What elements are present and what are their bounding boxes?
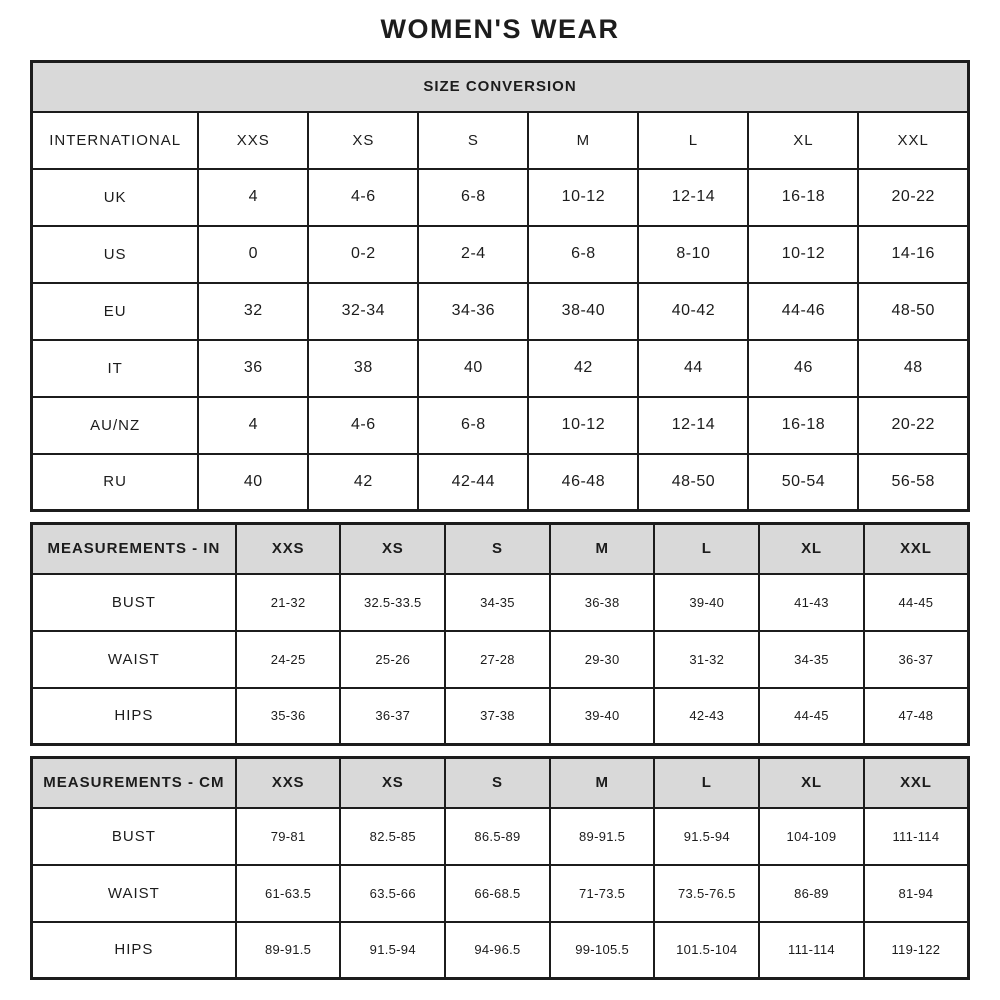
size-column-header: S	[445, 524, 550, 574]
value-cell: 41-43	[759, 574, 864, 631]
value-cell: 40	[418, 340, 528, 397]
value-cell: 4-6	[308, 169, 418, 226]
value-cell: 21-32	[236, 574, 341, 631]
value-cell: 8-10	[638, 226, 748, 283]
table-row	[32, 283, 969, 340]
value-cell: 27-28	[445, 631, 550, 688]
size-column-header: XXL	[864, 524, 969, 574]
row-label: WAIST	[32, 631, 236, 688]
size-column-header: XXL	[864, 758, 969, 808]
value-cell: 42	[308, 454, 418, 511]
value-cell: 50-54	[748, 454, 858, 511]
value-cell: 29-30	[550, 631, 655, 688]
value-cell: 6-8	[418, 169, 528, 226]
value-cell: 40-42	[638, 283, 748, 340]
page-title: WOMEN'S WEAR	[380, 14, 620, 44]
value-cell: 104-109	[759, 808, 864, 865]
value-cell: 36-38	[550, 574, 655, 631]
value-cell: 44-45	[759, 688, 864, 745]
table-row	[32, 340, 969, 397]
value-cell: 10-12	[528, 169, 638, 226]
size-column-header: S	[445, 758, 550, 808]
value-cell: 42-43	[654, 688, 759, 745]
value-cell: 16-18	[748, 169, 858, 226]
table-row	[32, 808, 969, 865]
value-cell: 39-40	[550, 688, 655, 745]
value-cell: 0-2	[308, 226, 418, 283]
size-column-header: XL	[748, 112, 858, 169]
value-cell: 47-48	[864, 688, 969, 745]
value-cell: 91.5-94	[340, 922, 445, 979]
value-cell: 44-45	[864, 574, 969, 631]
table-row	[32, 688, 969, 745]
value-cell: 89-91.5	[236, 922, 341, 979]
value-cell: 101.5-104	[654, 922, 759, 979]
size-column-header: XXL	[858, 112, 968, 169]
value-cell: 81-94	[864, 865, 969, 922]
size-conversion-title: SIZE CONVERSION	[32, 62, 969, 112]
value-cell: 24-25	[236, 631, 341, 688]
value-cell: 38-40	[528, 283, 638, 340]
value-cell: 71-73.5	[550, 865, 655, 922]
value-cell: 10-12	[748, 226, 858, 283]
size-column-header: XS	[340, 758, 445, 808]
international-header-label: INTERNATIONAL	[32, 112, 199, 169]
value-cell: 4-6	[308, 397, 418, 454]
measurements-cm-table	[30, 756, 970, 980]
size-column-header: XL	[759, 758, 864, 808]
value-cell: 36-37	[864, 631, 969, 688]
size-column-header: XXS	[236, 758, 341, 808]
size-column-header: M	[550, 524, 655, 574]
value-cell: 36-37	[340, 688, 445, 745]
value-cell: 40	[198, 454, 308, 511]
row-label: US	[32, 226, 199, 283]
value-cell: 99-105.5	[550, 922, 655, 979]
value-cell: 16-18	[748, 397, 858, 454]
measurements-in-header-label: MEASUREMENTS - IN	[32, 524, 236, 574]
value-cell: 39-40	[654, 574, 759, 631]
value-cell: 6-8	[418, 397, 528, 454]
measurements-in-body	[32, 574, 969, 745]
value-cell: 36	[198, 340, 308, 397]
size-column-header: L	[654, 524, 759, 574]
value-cell: 86-89	[759, 865, 864, 922]
row-label: WAIST	[32, 865, 236, 922]
row-label: RU	[32, 454, 199, 511]
value-cell: 111-114	[759, 922, 864, 979]
value-cell: 31-32	[654, 631, 759, 688]
size-column-header: M	[528, 112, 638, 169]
size-chart-page	[30, 0, 970, 980]
table-row	[32, 169, 969, 226]
table-row	[32, 574, 969, 631]
size-column-header: M	[550, 758, 655, 808]
value-cell: 44	[638, 340, 748, 397]
size-conversion-body	[32, 169, 969, 511]
value-cell: 34-36	[418, 283, 528, 340]
row-label: EU	[32, 283, 199, 340]
value-cell: 20-22	[858, 169, 968, 226]
size-column-header: XL	[759, 524, 864, 574]
value-cell: 6-8	[528, 226, 638, 283]
value-cell: 48	[858, 340, 968, 397]
table-row	[32, 922, 969, 979]
value-cell: 44-46	[748, 283, 858, 340]
table-row	[32, 397, 969, 454]
value-cell: 48-50	[638, 454, 748, 511]
row-label: UK	[32, 169, 199, 226]
value-cell: 48-50	[858, 283, 968, 340]
size-conversion-band	[32, 62, 969, 112]
value-cell: 89-91.5	[550, 808, 655, 865]
value-cell: 35-36	[236, 688, 341, 745]
size-conversion-table	[30, 60, 970, 512]
size-conversion-header-row	[32, 112, 969, 169]
value-cell: 4	[198, 169, 308, 226]
size-column-header: L	[654, 758, 759, 808]
value-cell: 38	[308, 340, 418, 397]
value-cell: 12-14	[638, 397, 748, 454]
value-cell: 61-63.5	[236, 865, 341, 922]
table-row	[32, 631, 969, 688]
value-cell: 63.5-66	[340, 865, 445, 922]
measurements-in-table	[30, 522, 970, 746]
value-cell: 94-96.5	[445, 922, 550, 979]
row-label: BUST	[32, 574, 236, 631]
value-cell: 46	[748, 340, 858, 397]
value-cell: 32	[198, 283, 308, 340]
table-row	[32, 226, 969, 283]
size-column-header: XXS	[236, 524, 341, 574]
table-row	[32, 865, 969, 922]
value-cell: 14-16	[858, 226, 968, 283]
measurements-cm-header-label: MEASUREMENTS - CM	[32, 758, 236, 808]
size-column-header: XS	[340, 524, 445, 574]
value-cell: 25-26	[340, 631, 445, 688]
value-cell: 10-12	[528, 397, 638, 454]
value-cell: 34-35	[445, 574, 550, 631]
value-cell: 12-14	[638, 169, 748, 226]
value-cell: 91.5-94	[654, 808, 759, 865]
measurements-in-header-row	[32, 524, 969, 574]
value-cell: 34-35	[759, 631, 864, 688]
value-cell: 111-114	[864, 808, 969, 865]
value-cell: 4	[198, 397, 308, 454]
value-cell: 56-58	[858, 454, 968, 511]
value-cell: 73.5-76.5	[654, 865, 759, 922]
value-cell: 20-22	[858, 397, 968, 454]
value-cell: 86.5-89	[445, 808, 550, 865]
value-cell: 32-34	[308, 283, 418, 340]
value-cell: 66-68.5	[445, 865, 550, 922]
value-cell: 0	[198, 226, 308, 283]
size-column-header: S	[418, 112, 528, 169]
row-label: AU/NZ	[32, 397, 199, 454]
row-label: HIPS	[32, 922, 236, 979]
row-label: HIPS	[32, 688, 236, 745]
value-cell: 82.5-85	[340, 808, 445, 865]
measurements-cm-body	[32, 808, 969, 979]
value-cell: 119-122	[864, 922, 969, 979]
row-label: IT	[32, 340, 199, 397]
size-column-header: L	[638, 112, 748, 169]
value-cell: 32.5-33.5	[340, 574, 445, 631]
value-cell: 42	[528, 340, 638, 397]
value-cell: 42-44	[418, 454, 528, 511]
value-cell: 37-38	[445, 688, 550, 745]
table-row	[32, 454, 969, 511]
size-column-header: XS	[308, 112, 418, 169]
measurements-cm-header-row	[32, 758, 969, 808]
value-cell: 2-4	[418, 226, 528, 283]
row-label: BUST	[32, 808, 236, 865]
size-column-header: XXS	[198, 112, 308, 169]
value-cell: 46-48	[528, 454, 638, 511]
value-cell: 79-81	[236, 808, 341, 865]
